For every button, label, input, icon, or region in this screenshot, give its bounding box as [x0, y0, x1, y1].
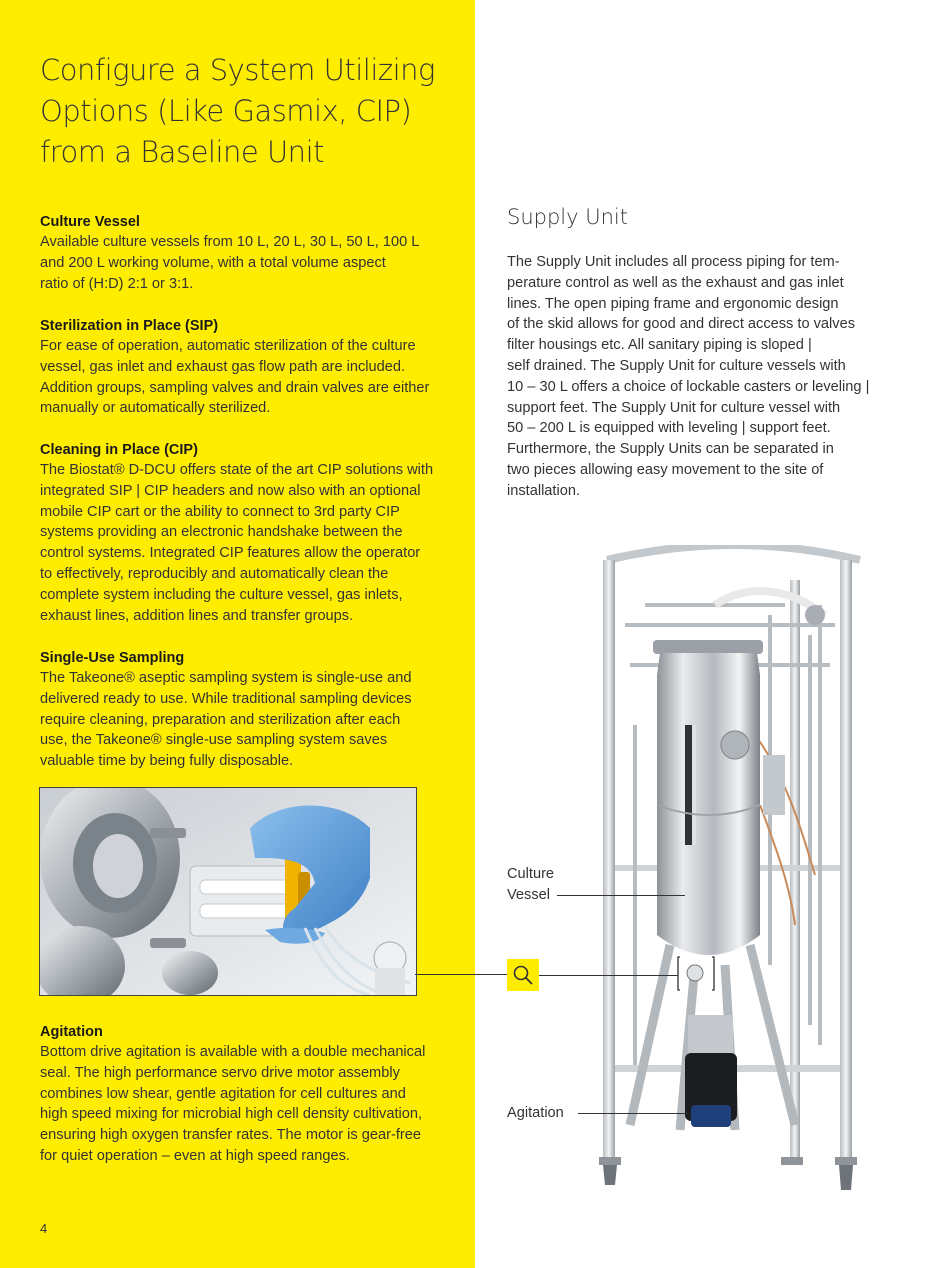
body-line: of the skid allows for good and direct access to valves [507, 316, 855, 333]
body-line: The Supply Unit includes all process piping for tem- [507, 254, 840, 270]
agitation-label: Agitation [507, 1105, 564, 1121]
body-line: for quiet operation – even at high speed ranges. [40, 1147, 350, 1164]
body-line: For ease of operation, automatic sterilization of the culture [40, 338, 416, 354]
body-line: 50 – 200 L is equipped with leveling | support feet. [507, 420, 831, 437]
sample-connector-line [539, 975, 678, 976]
body-line: Available culture vessels from 10 L, 20 L, 30 L, 50 L, 100 L [40, 234, 420, 250]
magnifier-icon[interactable] [507, 959, 539, 991]
bioreactor-illustration [585, 545, 885, 1210]
page-number: 4 [40, 1221, 48, 1236]
page-title-line: from a Baseline Unit [40, 135, 324, 169]
body-line: control systems. Integrated CIP features allow the operator [40, 545, 421, 562]
body-line: to effectively, reproducibly and automatically clean the [40, 565, 389, 582]
sampling-photo-illustration [40, 788, 416, 995]
section-heading: Single-Use Sampling [40, 650, 185, 666]
body-line: integrated SIP | CIP headers and now also with an optional [40, 482, 421, 499]
page-title [40, 50, 460, 173]
body-line: lines. The open piping frame and ergonomic design [507, 295, 839, 312]
body-line: mobile CIP cart or the ability to connect to 3rd party CIP [40, 503, 400, 520]
culture-vessel-label [507, 864, 554, 906]
body-line: ratio of (H:D) 2:1 or 3:1. [40, 275, 194, 292]
page-title-line: Options (Like Gasmix, CIP) [40, 94, 412, 128]
body-line: combines low shear, gentle agitation for cell cultures and [40, 1085, 406, 1102]
body-line: vessel, gas inlet and exhaust gas flow path are included. [40, 358, 406, 375]
supply-unit-heading: Supply Unit [507, 205, 628, 229]
section-body [40, 460, 460, 626]
body-line: and 200 L working volume, with a total volume aspect [40, 254, 386, 271]
page-title-line: Configure a System Utilizing [40, 53, 435, 87]
body-line: systems providing an electronic handshake between the [40, 524, 403, 541]
body-line: self drained. The Supply Unit for culture vessels with [507, 357, 846, 374]
body-line: support feet. The Supply Unit for culture vessel with [507, 399, 841, 416]
body-line: manually or automatically sterilized. [40, 400, 271, 417]
section-heading: Culture Vessel [40, 214, 140, 230]
section-cip [40, 440, 460, 626]
culture-vessel-leader-line [557, 895, 685, 896]
body-line: 10 – 30 L offers a choice of lockable casters or leveling | [507, 378, 870, 395]
body-line: seal. The high performance servo drive motor assembly [40, 1064, 400, 1081]
body-line: Furthermore, the Supply Units can be separated in [507, 441, 834, 458]
label-line: Culture [507, 866, 555, 882]
bioreactor-drawing [585, 545, 885, 1210]
body-line: The Takeone® aseptic sampling system is single-use and [40, 670, 412, 686]
body-line: The Biostat® D-DCU offers state of the art CIP solutions with [40, 462, 434, 478]
section-agitation [40, 1022, 460, 1167]
body-line: Addition groups, sampling valves and drain valves are either [40, 379, 430, 396]
section-heading: Sterilization in Place (SIP) [40, 318, 219, 334]
agitation-leader-line [578, 1113, 688, 1114]
body-line: require cleaning, preparation and sterilization after each [40, 711, 401, 728]
sampling-photo [39, 787, 417, 996]
body-line: installation. [507, 482, 581, 499]
section-heading: Agitation [40, 1024, 103, 1040]
body-line: Bottom drive agitation is available with a double mechanical [40, 1044, 426, 1060]
body-line: two pieces allowing easy movement to the site of [507, 461, 824, 478]
body-line: delivered ready to use. While traditional sampling devices [40, 690, 412, 707]
section-heading: Cleaning in Place (CIP) [40, 442, 198, 458]
body-line: exhaust lines, addition lines and transfer groups. [40, 607, 354, 624]
section-body [40, 1042, 460, 1167]
body-line: perature control as well as the exhaust and gas inlet [507, 274, 844, 291]
label-line: Vessel [507, 886, 550, 903]
body-line: high speed mixing for microbial high cell density cultivation, [40, 1106, 423, 1123]
section-body [40, 232, 460, 294]
supply-unit-body [507, 252, 907, 502]
magnifier-glyph [507, 959, 539, 991]
body-line: use, the Takeone® single-use sampling system saves [40, 732, 388, 749]
body-line: valuable time by being fully disposable. [40, 753, 294, 770]
body-line: filter housings etc. All sanitary piping is sloped | [507, 337, 812, 354]
section-body [40, 668, 460, 772]
section-body [40, 336, 460, 419]
section-sip [40, 316, 460, 419]
section-culture-vessel [40, 212, 460, 294]
body-line: complete system including the culture vessel, gas inlets, [40, 586, 403, 603]
body-line: ensuring high oxygen transfer rates. The motor is gear-free [40, 1127, 421, 1144]
photo-connector-line [415, 974, 507, 975]
section-single-use-sampling [40, 648, 460, 772]
